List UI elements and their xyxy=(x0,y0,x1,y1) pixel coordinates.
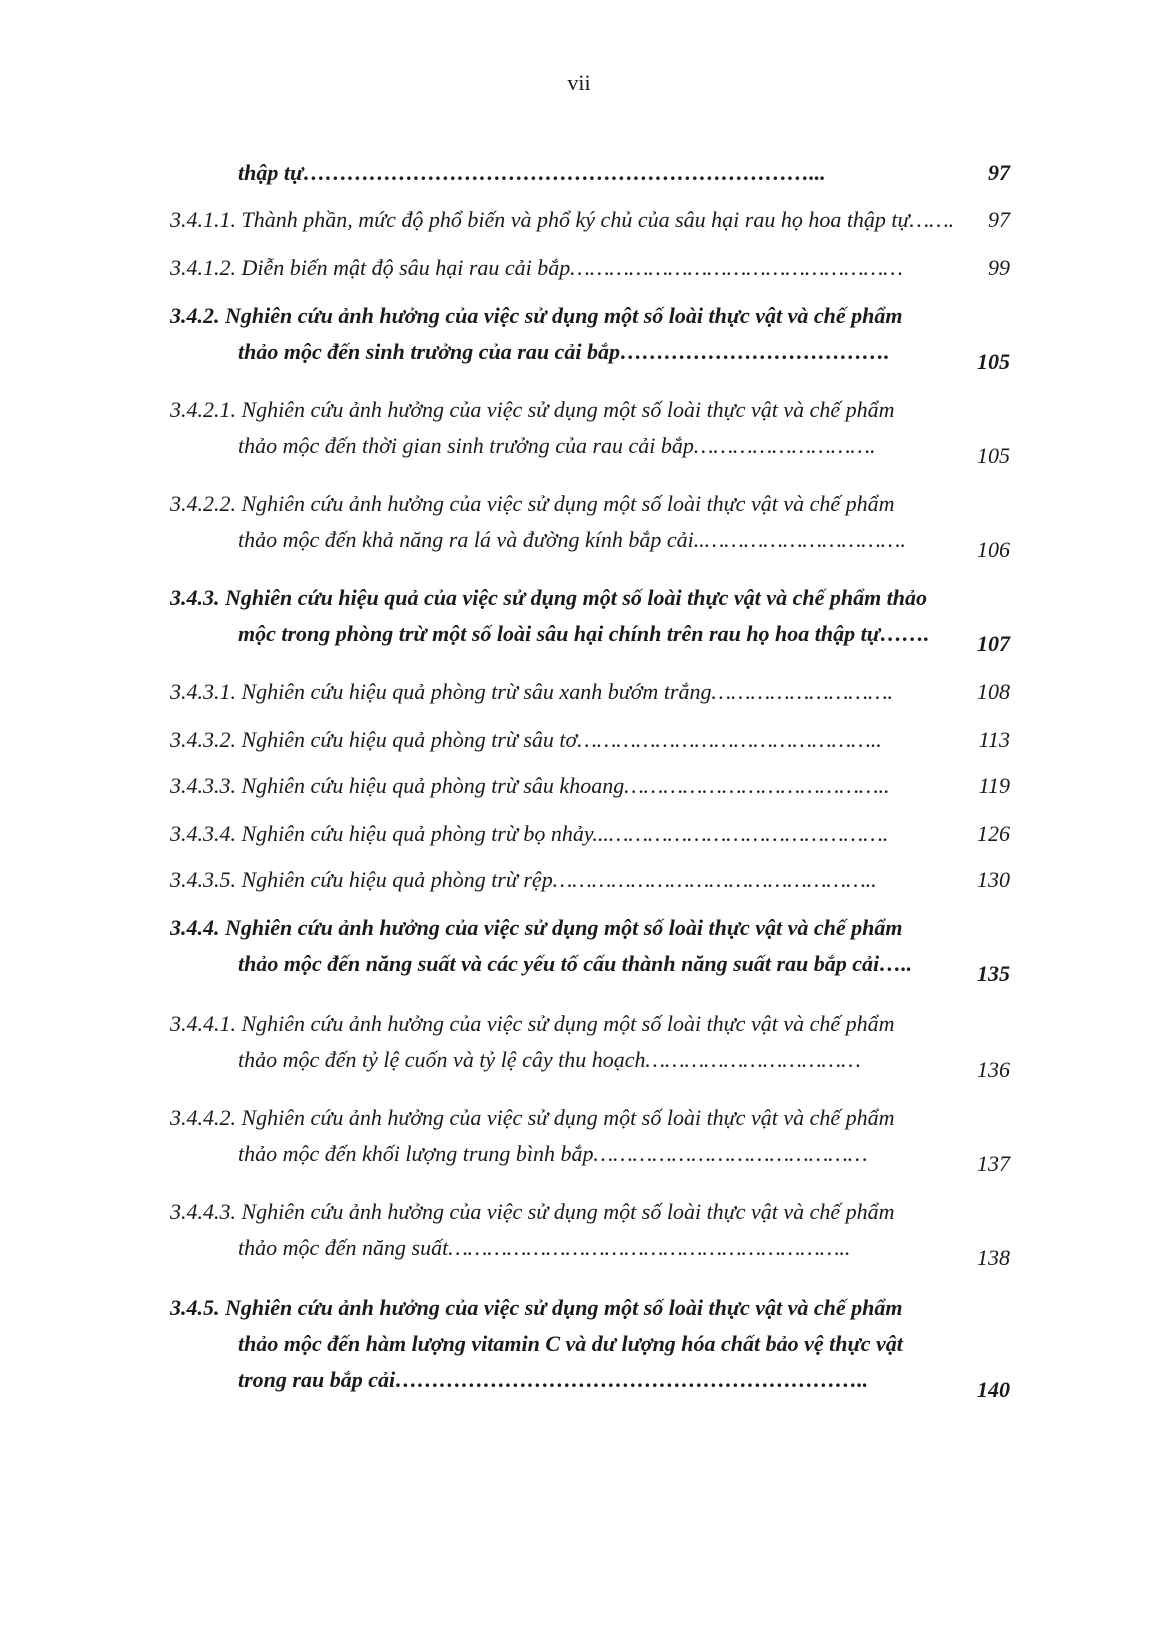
toc-entry xyxy=(170,580,1010,656)
toc-entry xyxy=(170,722,1010,758)
toc-entry-text: 3.4.3.4. Nghiên cứu hiệu quả phòng trừ bọ nhảy...……………………………………. xyxy=(170,821,889,846)
toc-entry-text: thảo mộc đến tỷ lệ cuốn và tỷ lệ cây thu hoạch…………………………… xyxy=(238,1047,861,1072)
toc-entry-text: thảo mộc đến thời gian sinh trưởng của rau cải bắp………………………. xyxy=(238,433,876,458)
toc-entry xyxy=(170,250,1010,286)
toc-page-number: 99 xyxy=(988,255,1010,280)
toc-entry xyxy=(170,298,1010,374)
toc-entry-text: 3.4.4.1. Nghiên cứu ảnh hưởng của việc sử dụng một số loài thực vật và chế phẩm xyxy=(170,1011,895,1036)
toc-entry xyxy=(170,910,1010,986)
toc-entry xyxy=(170,674,1010,710)
toc-entry xyxy=(170,392,1010,468)
toc-entry-text: 3.4.4.3. Nghiên cứu ảnh hưởng của việc sử dụng một số loài thực vật và chế phẩm xyxy=(170,1199,895,1224)
toc-entry-text: 3.4.4. Nghiên cứu ảnh hưởng của việc sử dụng một số loài thực vật và chế phẩm xyxy=(170,915,903,940)
toc-entry-text: thảo mộc đến hàm lượng vitamin C và dư lượng hóa chất bảo vệ thực vật xyxy=(238,1331,903,1356)
toc-page-number: 140 xyxy=(977,1377,1010,1402)
toc-entry-text: 3.4.3.5. Nghiên cứu hiệu quả phòng trừ rệp………………………………………….. xyxy=(170,867,877,892)
toc-entry-text: thảo mộc đến năng suất…………………………………………………….. xyxy=(238,1235,851,1260)
toc-entry xyxy=(170,862,1010,898)
toc-entry-text: mộc trong phòng trừ một số loài sâu hại chính trên rau họ hoa thập tự……. xyxy=(238,621,930,646)
toc-page-number: 105 xyxy=(977,349,1010,374)
toc-page-number: 138 xyxy=(977,1245,1010,1270)
toc-entry-text: 3.4.1.2. Diễn biến mật độ sâu hại rau cải bắp…………………………………………… xyxy=(170,255,903,280)
toc-entry-text: 3.4.4.2. Nghiên cứu ảnh hưởng của việc sử dụng một số loài thực vật và chế phẩm xyxy=(170,1105,895,1130)
toc-entry xyxy=(170,486,1010,562)
toc-entry xyxy=(170,202,1010,238)
toc-page-number: 119 xyxy=(978,773,1010,798)
toc-entry-text: trong rau bắp cải……………………………………………………….. xyxy=(238,1367,869,1392)
toc-page-number: 97 xyxy=(988,207,1010,232)
toc-entry xyxy=(170,1290,1010,1402)
toc-entry-text: thảo mộc đến khối lượng trung bình bắp…………………………………… xyxy=(238,1141,868,1166)
toc-entry xyxy=(170,1100,1010,1176)
toc-entry xyxy=(170,155,1010,191)
toc-entry-text: 3.4.2. Nghiên cứu ảnh hưởng của việc sử dụng một số loài thực vật và chế phẩm xyxy=(170,303,903,328)
toc-entry xyxy=(170,1194,1010,1270)
toc-entry xyxy=(170,768,1010,804)
toc-entry-text: thảo mộc đến sinh trưởng của rau cải bắp………………………………. xyxy=(238,339,890,364)
toc-page-number: 106 xyxy=(977,537,1010,562)
toc-page-number: 130 xyxy=(977,867,1010,892)
toc-entry xyxy=(170,1006,1010,1082)
toc-entry-text: 3.4.1.1. Thành phần, mức độ phổ biến và phổ ký chủ của sâu hại rau họ hoa thập tự……. xyxy=(170,207,955,232)
page-number: vii xyxy=(567,70,591,95)
toc-page-number: 135 xyxy=(977,961,1010,986)
toc-page-number: 105 xyxy=(977,443,1010,468)
toc-page-number: 126 xyxy=(977,821,1010,846)
toc-entry-text: thảo mộc đến khả năng ra lá và đường kính bắp cải..…………………………. xyxy=(238,527,906,552)
toc-entry-text: 3.4.5. Nghiên cứu ảnh hưởng của việc sử dụng một số loài thực vật và chế phẩm xyxy=(170,1295,903,1320)
toc-page-number: 137 xyxy=(977,1151,1010,1176)
toc-page-number: 108 xyxy=(977,679,1010,704)
toc-page-number: 113 xyxy=(978,727,1010,752)
toc-page-number: 97 xyxy=(988,160,1010,185)
toc-entry-text: 3.4.3. Nghiên cứu hiệu quả của việc sử dụng một số loài thực vật và chế phẩm thảo xyxy=(170,585,928,610)
toc-page-number: 136 xyxy=(977,1057,1010,1082)
toc-page-number: 107 xyxy=(977,631,1010,656)
toc-entry-text: 3.4.3.3. Nghiên cứu hiệu quả phòng trừ sâu khoang………………………………….. xyxy=(170,773,890,798)
toc-entry-text: 3.4.3.1. Nghiên cứu hiệu quả phòng trừ sâu xanh bướm trắng………………………. xyxy=(170,679,894,704)
toc-entry xyxy=(170,816,1010,852)
toc-entry-text: thập tự……………………………………………………………... xyxy=(238,160,826,185)
toc-entry-text: 3.4.2.1. Nghiên cứu ảnh hưởng của việc sử dụng một số loài thực vật và chế phẩm xyxy=(170,397,895,422)
toc-entry-text: 3.4.2.2. Nghiên cứu ảnh hưởng của việc sử dụng một số loài thực vật và chế phẩm xyxy=(170,491,895,516)
toc-entry-text: 3.4.3.2. Nghiên cứu hiệu quả phòng trừ sâu tơ……………………………………….. xyxy=(170,727,882,752)
toc-entry-text: thảo mộc đến năng suất và các yếu tố cấu thành năng suất rau bắp cải….. xyxy=(238,951,913,976)
